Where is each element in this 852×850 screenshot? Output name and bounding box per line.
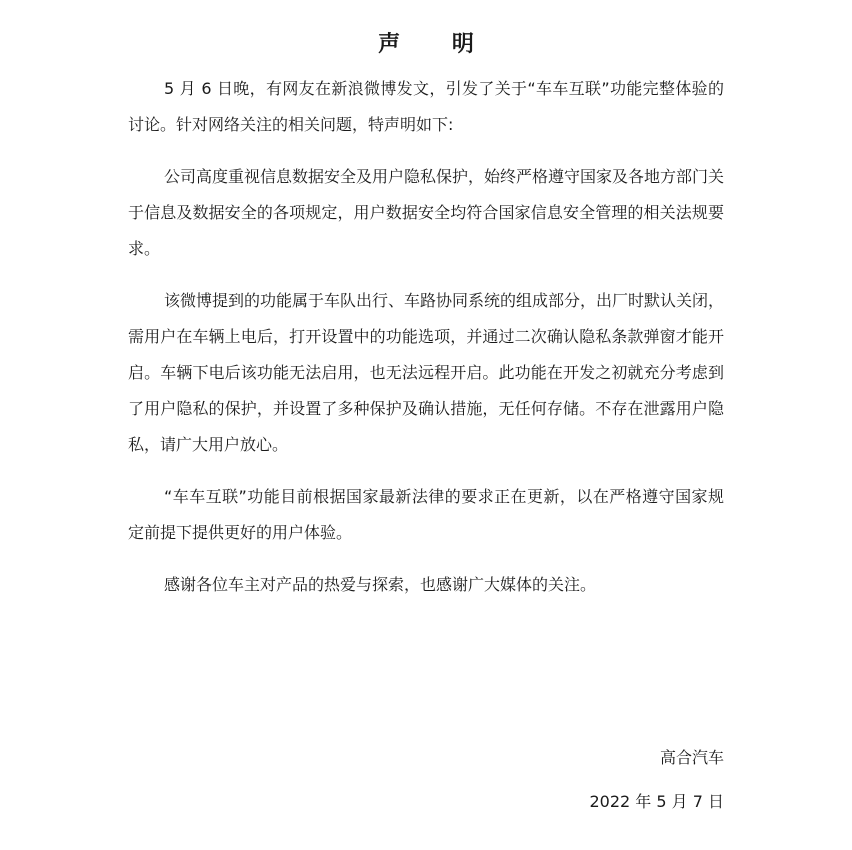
document-title: 声 明 [378, 32, 496, 57]
paragraph-intro: 5 月 6 日晚，有网友在新浪微博发文，引发了关于“车车互联”功能完整体验的讨论。针对网络关注的相关问题，特声明如下: [128, 79, 724, 134]
paragraph-update: “车车互联”功能目前根据国家最新法律的要求正在更新，以在严格遵守国家规定前提下提供更好的用户体验。 [128, 487, 724, 542]
statement-document [128, 0, 724, 850]
signature: 高合汽车 [659, 748, 724, 767]
document-date: 2022 年 5 月 7 日 [589, 792, 724, 811]
paragraph-thanks: 感谢各位车主对产品的热爱与探索，也感谢广大媒体的关注。 [164, 575, 597, 594]
document-body [128, 71, 724, 619]
paragraph-feature-explanation: 该微博提到的功能属于车队出行、车路协同系统的组成部分，出厂时默认关闭，需用户在车辆上电后，打开设置中的功能选项，并通过二次确认隐私条款弹窗才能开启。车辆下电后该功能无法启用，也无法远程开启。此功能在开发之初就充分考虑到了用户隐私的保护，并设置了多种保护及确认措施，无任何存储。不存在泄露用户隐私，请广大用户放心。 [128, 291, 725, 454]
paragraph-privacy-policy: 公司高度重视信息数据安全及用户隐私保护，始终严格遵守国家及各地方部门关于信息及数据安全的各项规定，用户数据安全均符合国家信息安全管理的相关法规要求。 [128, 167, 725, 258]
